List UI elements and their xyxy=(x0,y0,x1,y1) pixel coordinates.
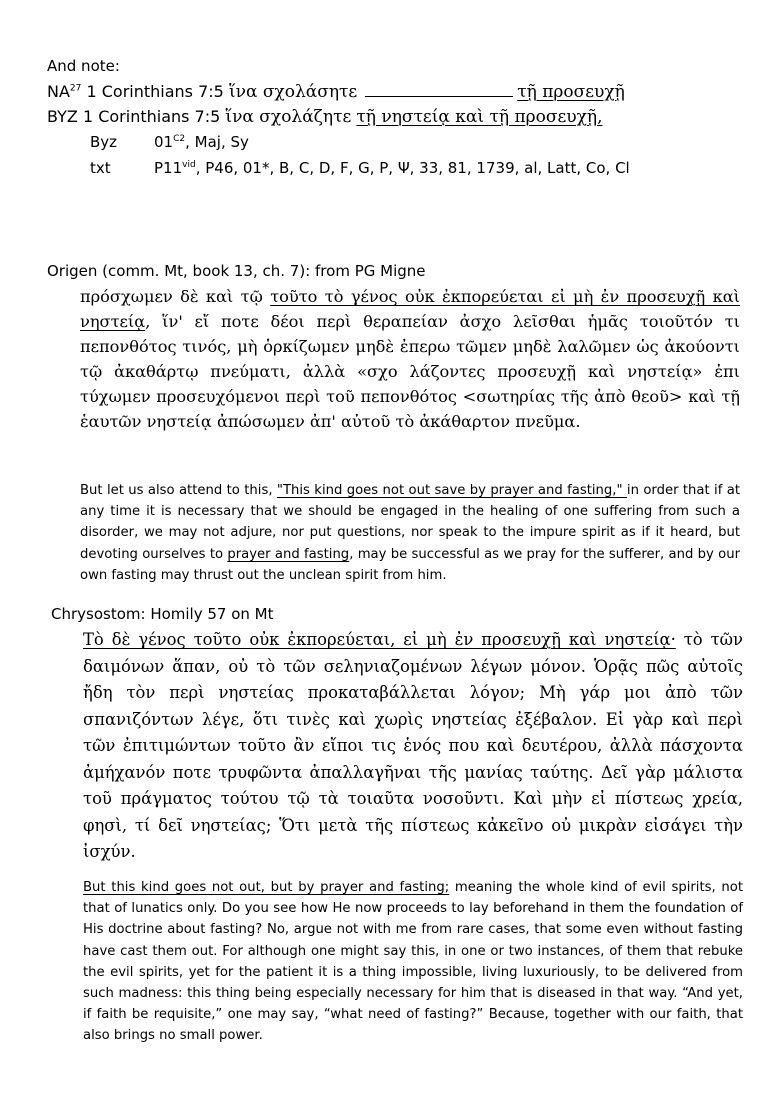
chrys-eng-quote: But this kind goes not out, but by prayer and fasting; xyxy=(83,880,450,895)
origen-eng-post: , may be successful as we pray for the sufferer, and by our own fasting may thrust out the unclean spirit from him. xyxy=(80,546,740,583)
na-label-sup: 27 xyxy=(69,83,82,94)
byz-greek-end: τῇ νηστείᾳ καὶ τῇ προσευχῇ, xyxy=(356,107,603,127)
byz-reading xyxy=(47,107,602,127)
witness-byz-rest: , Maj, Sy xyxy=(185,133,249,151)
witness-byz-first: 01 xyxy=(154,133,174,151)
witnesses-txt-row xyxy=(90,159,630,177)
origen-greek-quote: τοῦτο τὸ γένος οὐκ ἐκπορεύεται εἰ μὴ ἐν προσευχῇ καὶ νηστείᾳ xyxy=(80,287,741,331)
na-greek-end: τῇ προσευχῇ xyxy=(517,82,625,102)
chrys-greek-post: τὸ τῶν δαιμόνων ἅπαν, οὐ τὸ τῶν σεληνιαζομένων λέγων μόνον. Ὁρᾷς πῶς αὐτοῖς ἤδη τὸν περὶ νηστείας προκαταβάλλεται λόγον; Μὴ γάρ μοι ἀπὸ τῶν σπανιζόντων λέγε, ὅτι τινὲς καὶ χωρὶς νηστείας ἐξέβαλον. Εἰ γὰρ καὶ περὶ τῶν ἐπιτιμώντων τοῦτο ἂν εἴποι τις ἑνός που καὶ δευτέρου, ἀλλὰ πάσχοντα ἀμήχανόν ποτε τρυφῶντα ἀπαλλαγῆναι τῆς μανίας ταύτης. Δεῖ γὰρ μάλιστα τοῦ πράγματος τούτου τῷ τὰ τοιαῦτα νοσοῦντι. Καὶ μὴν εἰ πίστεως χρεία, φησὶ, τί δεῖ νηστείας; Ὅτι μετὰ τῆς πίστεως κἀκεῖνο οὐ μικρὰν εἰσάγει τὴν ἰσχύν. xyxy=(83,630,743,861)
byz-greek: ἵνα σχολάζητε xyxy=(225,107,352,127)
chrys-greek-quote: Τὸ δὲ γένος τοῦτο οὐκ ἐκπορεύεται, εἰ μὴ ἐν προσευχῇ καὶ νηστείᾳ· xyxy=(83,630,676,649)
chrysostom-greek-text xyxy=(83,627,743,866)
origen-greek-pre: πρόσχωμεν δὲ καὶ τῷ xyxy=(80,287,271,306)
witnesses-byz-row xyxy=(90,133,249,151)
byz-ref: 1 Corinthians 7:5 xyxy=(82,107,221,126)
origen-eng-pre: But let us also attend to this, xyxy=(80,483,277,498)
na-omission-blank xyxy=(365,82,513,97)
witness-txt-rest: , P46, 01*, B, C, D, F, G, P, Ψ, 33, 81, 1739, al, Latt, Co, Cl xyxy=(195,159,630,177)
chrys-eng-post: meaning the whole kind of evil spirits, not that of lunatics only. Do you see how He now proceeds to lay beforehand in them the foundation of His doctrine about fasting? No, argue not with me from rare cases, that some even without fasting have cast them out. For although one might say this, in one or two instances, of them that rebuke the evil spirits, yet for the patient it is a thing impossible, living luxuriously, to be delivered from such madness: this thing being especially necessary for him that is diseased in that way. “And yet, if faith be requisite,” one may say, “what need of fasting?” Because, together with our faith, that also brings no small power. xyxy=(83,880,743,1044)
witness-label-txt: txt xyxy=(90,159,111,177)
chrysostom-english-translation xyxy=(83,877,743,1047)
origen-english-translation xyxy=(80,480,740,586)
origen-greek-post: , ἵν' εἴ ποτε δέοι περὶ θεραπείαν ἀσχο λεῖσθαι ἡμᾶς τοιοῦτόν τι πεπονθότος τινός, μὴ ὁρκίζωμεν μηδὲ ἐπερω τῶμεν μηδὲ λαλῶμεν ὡς ἀκούοντι τῷ ἀκαθάρτῳ πνεύματι, ἀλλὰ «σχο λάζοντες προσευχῇ καὶ νηστείᾳ» ἐπι τύχωμεν προσευχόμενοι περὶ τοῦ πεπονθότος <σωτηρίας τῆς ἀπὸ θεοῦ> καὶ τῇ ἑαυτῶν νηστείᾳ ἀπώσωμεν ἀπ' αὐτοῦ τὸ ἀκάθαρτον πνεῦμα. xyxy=(80,312,740,431)
witness-byz-sup: C2 xyxy=(173,134,186,144)
origen-eng-quote: "This kind goes not out save by prayer and fasting," xyxy=(276,483,627,498)
byz-label: BYZ xyxy=(47,107,78,126)
na-greek: ἵνα σχολάσητε xyxy=(228,82,358,102)
origen-eng-prayer-fasting: prayer and fasting xyxy=(227,546,350,562)
na27-reading xyxy=(47,82,625,102)
na-label: NA xyxy=(47,82,70,101)
origen-eng-mid: in order that if at any time it is necessary that we should be engaged in the healing of one suffering from such a disorder, we may not adjure, nor put questions, nor speak to the impure spirit as if it heard, but devoting ourselves to xyxy=(80,483,740,562)
witness-txt-first: P11 xyxy=(154,159,183,177)
witness-label-byz: Byz xyxy=(90,133,118,151)
origen-greek-text xyxy=(80,284,740,434)
origen-heading: Origen (comm. Mt, book 13, ch. 7): from PG Migne xyxy=(47,262,426,280)
witness-txt-sup: vid xyxy=(182,160,196,170)
and-note-heading: And note: xyxy=(47,57,120,75)
chrysostom-heading: Chrysostom: Homily 57 on Mt xyxy=(51,605,274,623)
na-ref: 1 Corinthians 7:5 xyxy=(86,82,224,101)
